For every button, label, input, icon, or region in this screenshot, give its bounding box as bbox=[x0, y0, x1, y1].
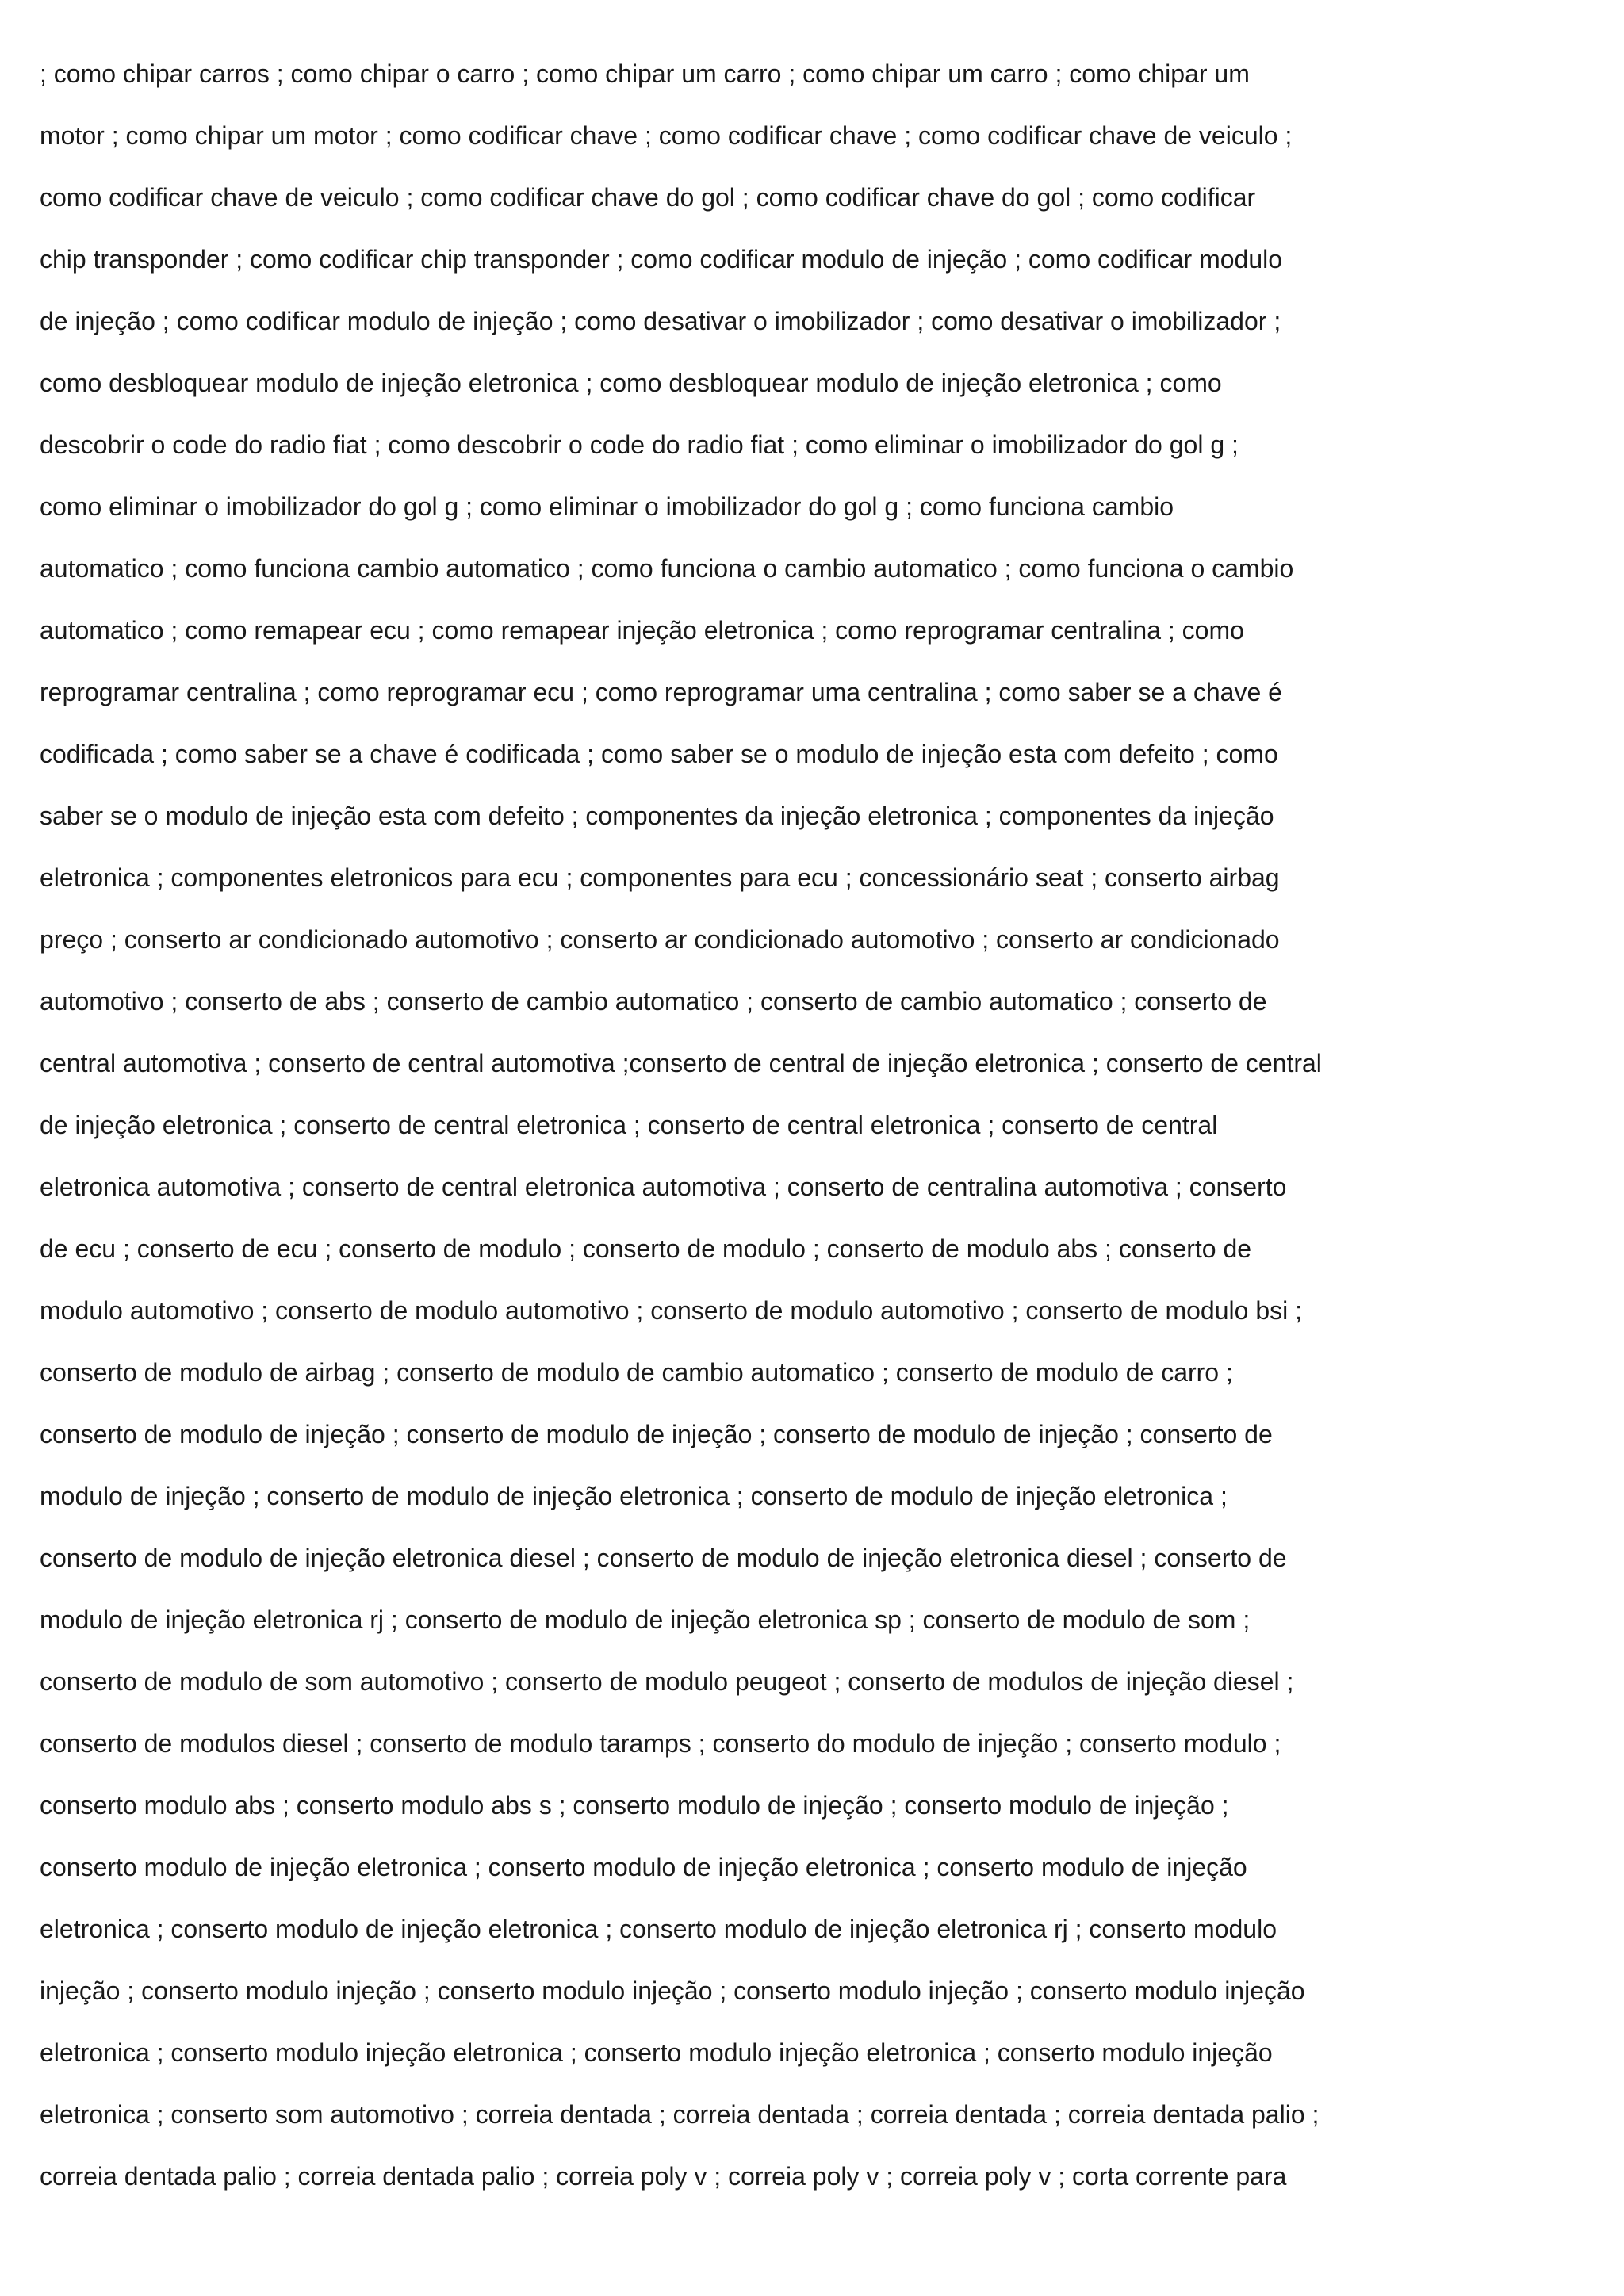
text-line: conserto modulo de injeção eletronica ; conserto modulo de injeção eletronica ; conserto modulo de injeção bbox=[40, 1853, 1247, 1881]
text-line: saber se o modulo de injeção esta com defeito ; componentes da injeção eletronica ; componentes da injeção bbox=[40, 802, 1274, 830]
text-line: de injeção eletronica ; conserto de central eletronica ; conserto de central eletronica ; conserto de central bbox=[40, 1111, 1218, 1139]
text-line: ; como chipar carros ; como chipar o carro ; como chipar um carro ; como chipar um carro ; como chipar um bbox=[40, 59, 1250, 88]
text-line: eletronica ; conserto modulo injeção eletronica ; conserto modulo injeção eletronica ; conserto modulo injeção bbox=[40, 2038, 1273, 2067]
text-line: como eliminar o imobilizador do gol g ; como eliminar o imobilizador do gol g ; como funciona cambio bbox=[40, 492, 1174, 521]
text-line: conserto de modulo de som automotivo ; conserto de modulo peugeot ; conserto de modulos de injeção diesel ; bbox=[40, 1667, 1294, 1696]
text-line: preço ; conserto ar condicionado automotivo ; conserto ar condicionado automotivo ; conserto ar condicionado bbox=[40, 925, 1280, 954]
text-line: conserto de modulo de injeção eletronica diesel ; conserto de modulo de injeção eletronica diesel ; conserto de bbox=[40, 1544, 1287, 1572]
text-line: modulo de injeção ; conserto de modulo de injeção eletronica ; conserto de modulo de injeção eletronica ; bbox=[40, 1482, 1228, 1510]
text-line: eletronica ; conserto modulo de injeção eletronica ; conserto modulo de injeção eletronica rj ; conserto modulo bbox=[40, 1915, 1277, 1943]
text-line: conserto de modulo de injeção ; conserto de modulo de injeção ; conserto de modulo de injeção ; conserto de bbox=[40, 1420, 1273, 1448]
text-line: eletronica automotiva ; conserto de central eletronica automotiva ; conserto de centralina automotiva ; conserto bbox=[40, 1173, 1287, 1201]
text-line: conserto de modulos diesel ; conserto de modulo taramps ; conserto do modulo de injeção ; conserto modulo ; bbox=[40, 1729, 1281, 1758]
text-line: eletronica ; componentes eletronicos para ecu ; componentes para ecu ; concessionário seat ; conserto airbag bbox=[40, 863, 1280, 892]
text-line: de ecu ; conserto de ecu ; conserto de modulo ; conserto de modulo ; conserto de modulo abs ; conserto de bbox=[40, 1234, 1252, 1263]
text-line: modulo automotivo ; conserto de modulo automotivo ; conserto de modulo automotivo ; conserto de modulo bsi ; bbox=[40, 1296, 1302, 1325]
text-line: conserto modulo abs ; conserto modulo abs s ; conserto modulo de injeção ; conserto modulo de injeção ; bbox=[40, 1791, 1229, 1820]
text-line: eletronica ; conserto som automotivo ; correia dentada ; correia dentada ; correia dentada ; correia dentada palio ; bbox=[40, 2100, 1320, 2129]
text-line: automatico ; como remapear ecu ; como remapear injeção eletronica ; como reprogramar centralina ; como bbox=[40, 616, 1244, 645]
text-line: chip transponder ; como codificar chip transponder ; como codificar modulo de injeção ; como codificar modulo bbox=[40, 245, 1283, 274]
text-line: correia dentada palio ; correia dentada palio ; correia poly v ; correia poly v ; correia poly v ; corta corrente para bbox=[40, 2162, 1287, 2191]
text-line: de injeção ; como codificar modulo de injeção ; como desativar o imobilizador ; como desativar o imobilizador ; bbox=[40, 307, 1281, 335]
text-line: injeção ; conserto modulo injeção ; conserto modulo injeção ; conserto modulo injeção ; conserto modulo injeção bbox=[40, 1976, 1305, 2005]
body-text bbox=[40, 54, 1546, 2218]
text-line: automatico ; como funciona cambio automatico ; como funciona o cambio automatico ; como funciona o cambio bbox=[40, 554, 1294, 583]
text-line: motor ; como chipar um motor ; como codificar chave ; como codificar chave ; como codificar chave de veiculo ; bbox=[40, 121, 1293, 150]
text-line: modulo de injeção eletronica rj ; conserto de modulo de injeção eletronica sp ; conserto de modulo de som ; bbox=[40, 1605, 1251, 1634]
text-line: reprogramar centralina ; como reprogramar ecu ; como reprogramar uma centralina ; como saber se a chave é bbox=[40, 678, 1282, 706]
text-line: codificada ; como saber se a chave é codificada ; como saber se o modulo de injeção esta com defeito ; como bbox=[40, 740, 1278, 768]
text-line: central automotiva ; conserto de central automotiva ;conserto de central de injeção eletronica ; conserto de central bbox=[40, 1049, 1322, 1077]
text-line: descobrir o code do radio fiat ; como descobrir o code do radio fiat ; como eliminar o imobilizador do gol g ; bbox=[40, 430, 1239, 459]
text-line: como desbloquear modulo de injeção eletronica ; como desbloquear modulo de injeção eletronica ; como bbox=[40, 369, 1222, 397]
text-line: como codificar chave de veiculo ; como codificar chave do gol ; como codificar chave do gol ; como codificar bbox=[40, 183, 1256, 212]
text-line: conserto de modulo de airbag ; conserto de modulo de cambio automatico ; conserto de modulo de carro ; bbox=[40, 1358, 1233, 1387]
text-line: automotivo ; conserto de abs ; conserto de cambio automatico ; conserto de cambio automatico ; conserto de bbox=[40, 987, 1267, 1016]
